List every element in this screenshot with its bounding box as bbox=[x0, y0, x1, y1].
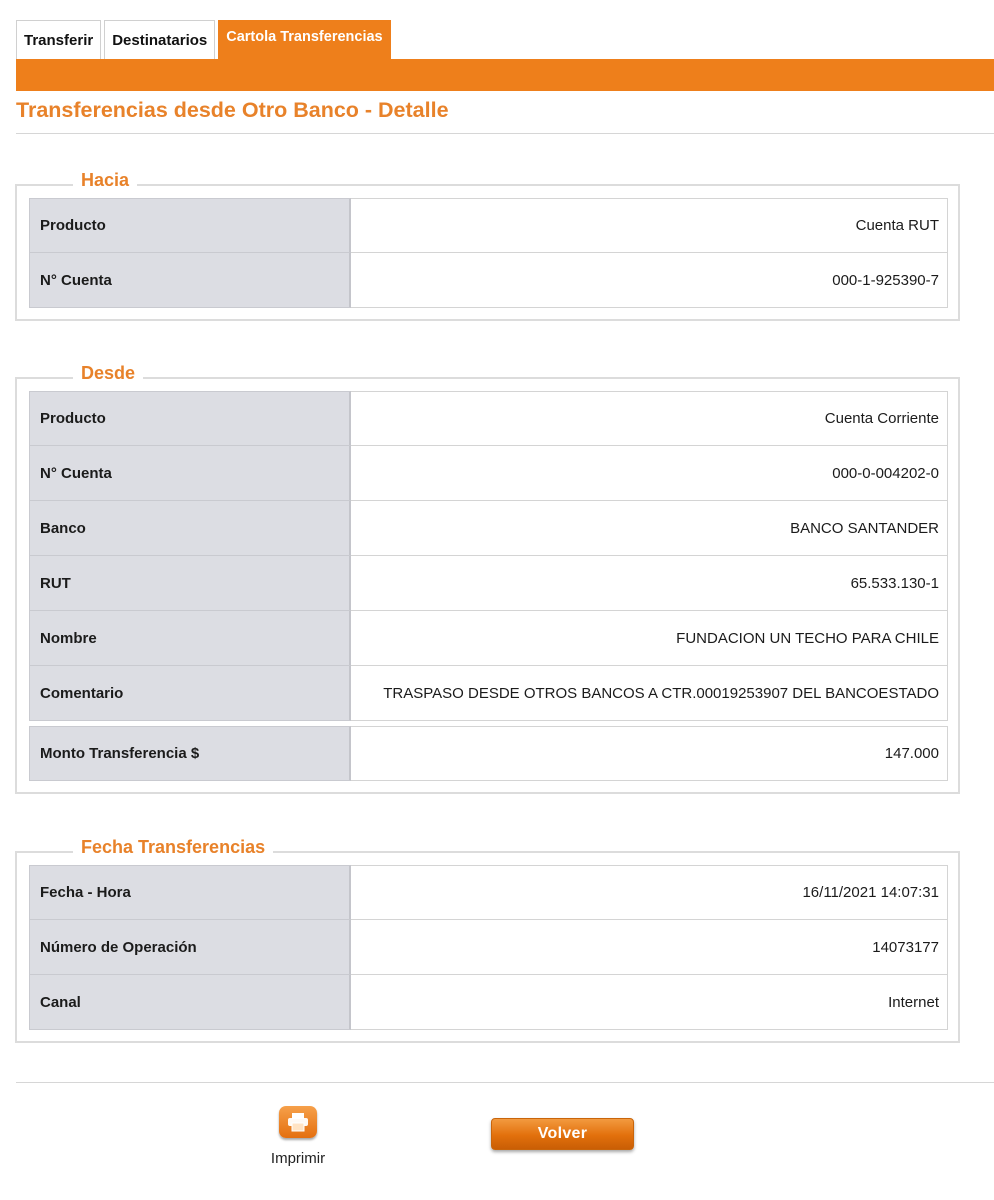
monto-table bbox=[29, 726, 948, 781]
tab-transferir[interactable]: Transferir bbox=[16, 20, 101, 60]
hacia-table bbox=[29, 198, 948, 308]
print-label[interactable]: Imprimir bbox=[270, 1150, 326, 1167]
section-fecha bbox=[15, 837, 960, 1043]
monto-value: 147.000 bbox=[351, 726, 948, 781]
row-value: Internet bbox=[351, 975, 948, 1030]
table-row-monto bbox=[29, 726, 948, 781]
section-desde-legend: Desde bbox=[73, 362, 143, 384]
table-row bbox=[29, 501, 948, 556]
page-title: Transferencias desde Otro Banco - Detalle bbox=[16, 98, 449, 122]
table-row bbox=[29, 556, 948, 611]
row-value: BANCO SANTANDER bbox=[351, 501, 948, 556]
tab-cartola-transferencias[interactable]: Cartola Transferencias bbox=[218, 20, 390, 60]
table-row bbox=[29, 253, 948, 308]
row-label: Banco bbox=[29, 501, 351, 556]
table-row bbox=[29, 865, 948, 920]
row-label: Fecha - Hora bbox=[29, 865, 351, 920]
row-label: Producto bbox=[29, 198, 351, 253]
row-value: 16/11/2021 14:07:31 bbox=[351, 865, 948, 920]
tab-bar bbox=[16, 20, 394, 60]
row-value: 000-0-004202-0 bbox=[351, 446, 948, 501]
table-row bbox=[29, 391, 948, 446]
table-row bbox=[29, 446, 948, 501]
table-row bbox=[29, 611, 948, 666]
row-label: Número de Operación bbox=[29, 920, 351, 975]
section-hacia-legend: Hacia bbox=[73, 169, 137, 191]
table-row bbox=[29, 920, 948, 975]
tab-destinatarios[interactable]: Destinatarios bbox=[104, 20, 215, 60]
row-label: Comentario bbox=[29, 666, 351, 721]
row-value: FUNDACION UN TECHO PARA CHILE bbox=[351, 611, 948, 666]
title-divider bbox=[16, 133, 994, 134]
row-value: 65.533.130-1 bbox=[351, 556, 948, 611]
monto-label: Monto Transferencia $ bbox=[29, 726, 351, 781]
row-label: Nombre bbox=[29, 611, 351, 666]
row-label: Canal bbox=[29, 975, 351, 1030]
section-desde bbox=[15, 363, 960, 794]
section-fecha-legend: Fecha Transferencias bbox=[73, 836, 273, 858]
printer-icon[interactable] bbox=[279, 1106, 317, 1138]
row-label: N° Cuenta bbox=[29, 446, 351, 501]
volver-button[interactable]: Volver bbox=[491, 1118, 634, 1150]
print-button[interactable] bbox=[262, 1106, 334, 1167]
table-row bbox=[29, 975, 948, 1030]
table-row bbox=[29, 666, 948, 721]
desde-table bbox=[29, 391, 948, 721]
fecha-table bbox=[29, 865, 948, 1030]
row-value: 14073177 bbox=[351, 920, 948, 975]
tab-underline-bar bbox=[16, 59, 994, 91]
row-value: Cuenta Corriente bbox=[351, 391, 948, 446]
table-row bbox=[29, 198, 948, 253]
row-label: N° Cuenta bbox=[29, 253, 351, 308]
row-value: Cuenta RUT bbox=[351, 198, 948, 253]
footer-divider bbox=[16, 1082, 994, 1083]
row-label: Producto bbox=[29, 391, 351, 446]
row-value: TRASPASO DESDE OTROS BANCOS A CTR.00019253907 DEL BANCOESTADO bbox=[351, 666, 948, 721]
row-value: 000-1-925390-7 bbox=[351, 253, 948, 308]
section-hacia bbox=[15, 170, 960, 321]
row-label: RUT bbox=[29, 556, 351, 611]
